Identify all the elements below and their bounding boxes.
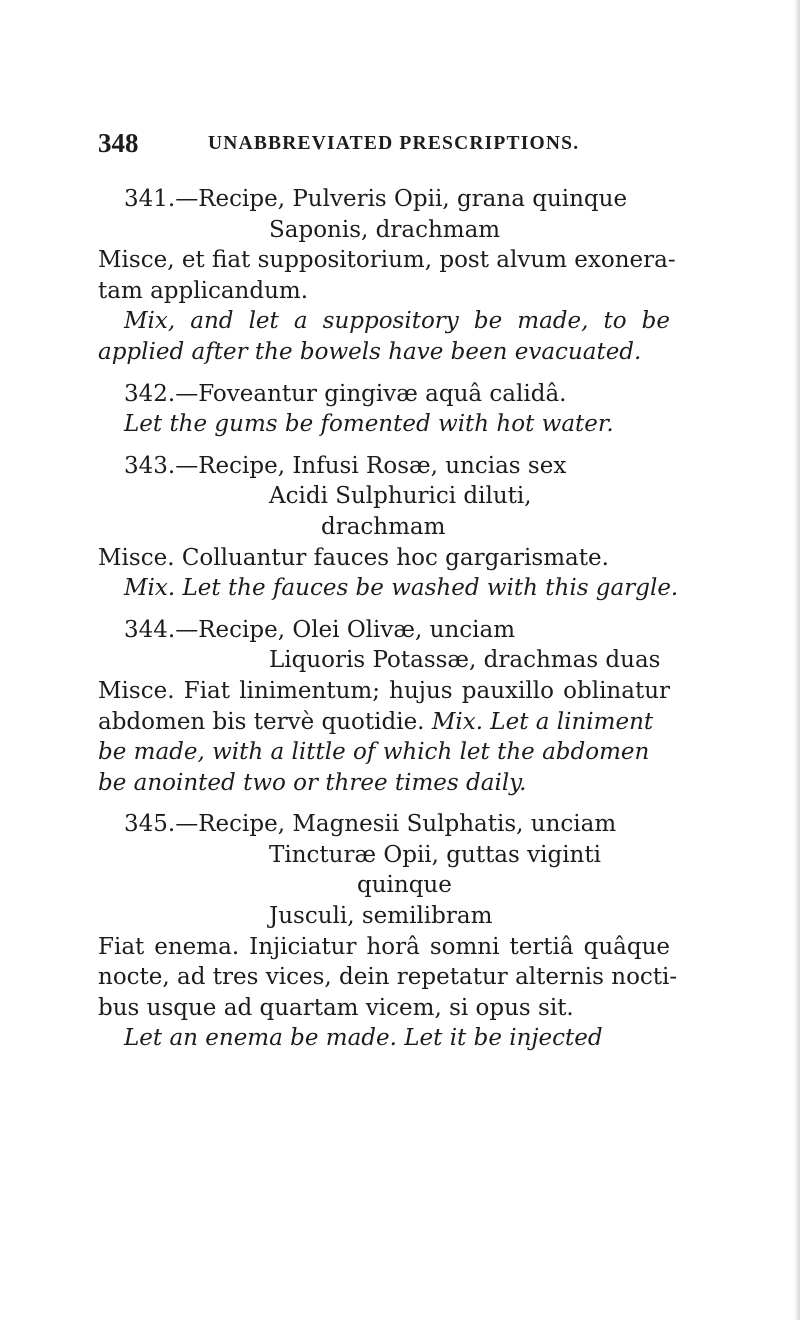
prescription-343-line: 343.—Recipe, Infusi Rosæ, uncias sex [124, 452, 567, 479]
prescription-345-translation: Let an enema be made. Let it be injected [124, 1025, 603, 1052]
prescription-344-line: Liquoris Potassæ, drachmas duas [269, 647, 661, 674]
running-title: UNABBREVIATED PRESCRIPTIONS. [208, 133, 580, 154]
prescription-343-line: Misce. Colluantur fauces hoc gargarismate. [98, 544, 609, 571]
prescription-344-line: 344.—Recipe, Olei Olivæ, unciam [124, 616, 516, 643]
prescription-344-translation: Mix. Let a liniment [431, 708, 654, 735]
page-edge-shadow [794, 0, 800, 1320]
prescription-345-line: quinque [357, 872, 452, 899]
page-header [98, 128, 658, 162]
prescription-343-line: Acidi Sulphurici diluti, [269, 483, 532, 510]
prescription-344-translation: be made, with a little of which let the abdomen [98, 739, 650, 766]
prescription-345-line: Jusculi, semilibram [269, 903, 493, 930]
prescription-342-translation: Let the gums be fomented with hot water. [124, 411, 614, 438]
prescription-341-line: Saponis, drachmam [269, 216, 501, 243]
page-body [98, 184, 679, 1054]
prescription-344-line [98, 707, 670, 738]
prescription-345-line: Tincturæ Opii, guttas viginti [269, 841, 601, 868]
prescription-345-line: bus usque ad quartam vicem, si opus sit. [98, 994, 574, 1021]
prescription-342-line: 342.—Foveantur gingivæ aquâ calidâ. [124, 380, 567, 407]
prescription-344-line: Misce. Fiat linimentum; hujus pauxillo oblinatur [98, 677, 670, 704]
prescription-341-line: tam applicandum. [98, 277, 309, 304]
prescription-345-line: 345.—Recipe, Magnesii Sulphatis, unciam [124, 811, 617, 838]
prescription-341-translation: applied after the bowels have been evacuated. [98, 338, 642, 365]
prescription-344-translation: be anointed two or three times daily. [98, 769, 527, 796]
prescription-343-translation: Mix. Let the fauces be washed with this gargle. [124, 575, 679, 602]
prescription-345-line: Fiat enema. Injiciatur horâ somni tertiâ quâque [98, 933, 670, 960]
prescription-345-line: nocte, ad tres vices, dein repetatur alternis nocti- [98, 964, 678, 991]
prescription-341-line: Misce, et fiat suppositorium, post alvum exonera- [98, 247, 676, 274]
prescription-341-translation: Mix, and let a suppository be made, to be [124, 308, 670, 335]
prescription-344-line-text: abdomen bis tervè quotidie. [98, 708, 425, 735]
page-number: 348 [98, 128, 139, 158]
prescription-343-line: drachmam [321, 513, 446, 540]
prescription-341-line: 341.—Recipe, Pulveris Opii, grana quinque [124, 186, 628, 212]
